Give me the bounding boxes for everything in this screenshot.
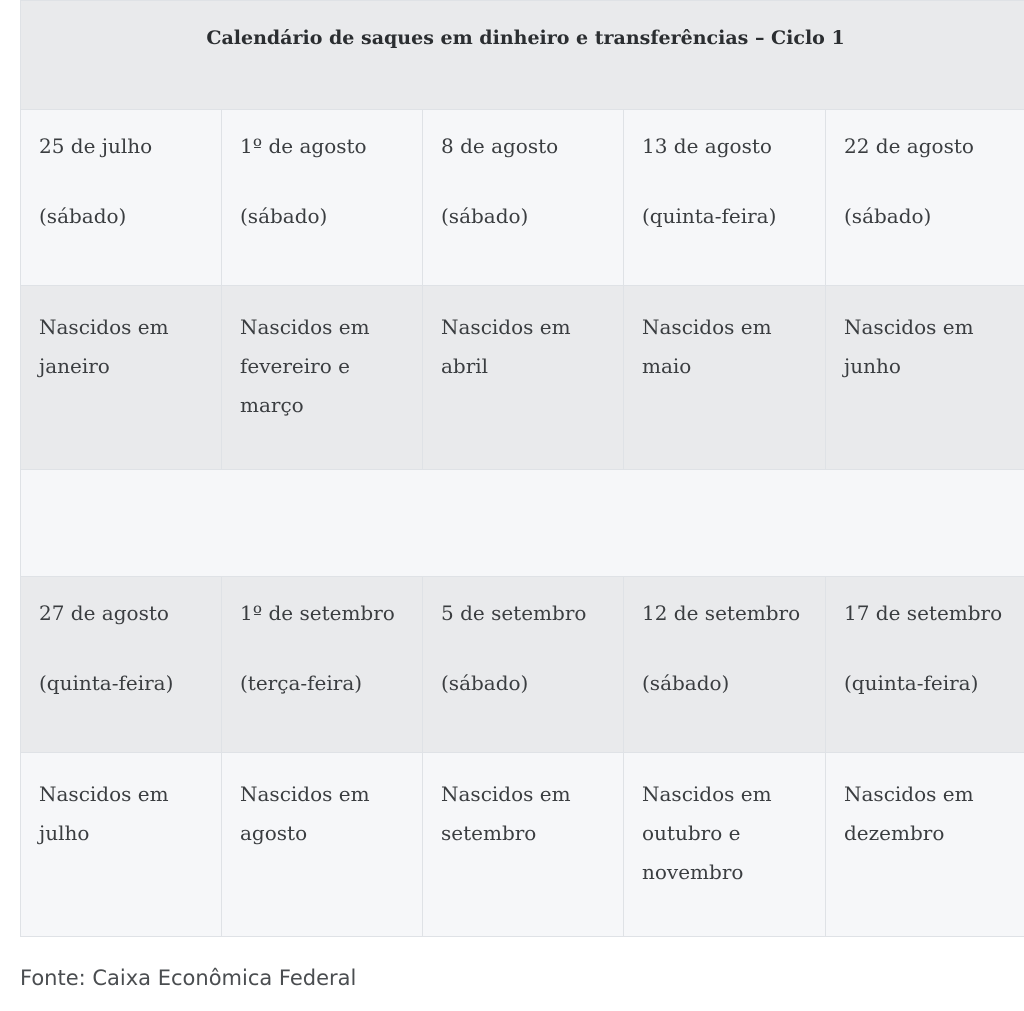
date-cell xyxy=(624,110,826,286)
table-title-cell xyxy=(21,1,1024,110)
spacer-row xyxy=(21,470,1024,577)
date-cell xyxy=(21,577,222,753)
born-cell xyxy=(222,753,423,937)
weekday: (sábado) xyxy=(441,204,529,228)
weekday: (sábado) xyxy=(240,204,328,228)
calendar-table xyxy=(20,0,1024,937)
born-row-2 xyxy=(21,753,1024,937)
born-cell xyxy=(222,286,423,470)
birth-month-group: Nascidos em fevereiro e março xyxy=(240,315,370,417)
title-row xyxy=(21,1,1024,110)
source-caption: Fonte: Caixa Econômica Federal xyxy=(20,966,357,990)
birth-month-group: Nascidos em janeiro xyxy=(39,315,169,378)
born-cell xyxy=(21,753,222,937)
weekday: (terça-feira) xyxy=(240,671,363,695)
date-cell xyxy=(222,110,423,286)
date-cell xyxy=(826,577,1024,753)
weekday: (quinta-feira) xyxy=(844,671,979,695)
spacer-cell xyxy=(21,470,1024,577)
payment-date: 27 de agosto xyxy=(39,601,169,625)
date-cell xyxy=(624,577,826,753)
born-cell xyxy=(423,753,624,937)
payment-date: 25 de julho xyxy=(39,134,153,158)
table-title: Calendário de saques em dinheiro e transferências – Ciclo 1 xyxy=(206,27,845,49)
payment-date: 12 de setembro xyxy=(642,601,801,625)
payment-date: 1º de agosto xyxy=(240,134,367,158)
born-cell xyxy=(826,753,1024,937)
payment-date: 17 de setembro xyxy=(844,601,1003,625)
birth-month-group: Nascidos em dezembro xyxy=(844,782,974,845)
weekday: (quinta-feira) xyxy=(642,204,777,228)
date-cell xyxy=(222,577,423,753)
payment-date: 22 de agosto xyxy=(844,134,974,158)
born-cell xyxy=(423,286,624,470)
date-row-1 xyxy=(21,110,1024,286)
born-cell xyxy=(826,286,1024,470)
payment-date: 5 de setembro xyxy=(441,601,587,625)
birth-month-group: Nascidos em abril xyxy=(441,315,571,378)
date-cell xyxy=(826,110,1024,286)
date-cell xyxy=(423,577,624,753)
born-cell xyxy=(21,286,222,470)
date-cell xyxy=(423,110,624,286)
date-cell xyxy=(21,110,222,286)
birth-month-group: Nascidos em maio xyxy=(642,315,772,378)
payment-date: 8 de agosto xyxy=(441,134,559,158)
weekday: (sábado) xyxy=(39,204,127,228)
weekday: (quinta-feira) xyxy=(39,671,174,695)
birth-month-group: Nascidos em junho xyxy=(844,315,974,378)
payment-date: 13 de agosto xyxy=(642,134,772,158)
weekday: (sábado) xyxy=(441,671,529,695)
payment-date: 1º de setembro xyxy=(240,601,395,625)
born-cell xyxy=(624,286,826,470)
birth-month-group: Nascidos em julho xyxy=(39,782,169,845)
birth-month-group: Nascidos em setembro xyxy=(441,782,571,845)
birth-month-group: Nascidos em agosto xyxy=(240,782,370,845)
weekday: (sábado) xyxy=(844,204,932,228)
weekday: (sábado) xyxy=(642,671,730,695)
born-cell xyxy=(624,753,826,937)
born-row-1 xyxy=(21,286,1024,470)
date-row-2 xyxy=(21,577,1024,753)
birth-month-group: Nascidos em outubro e novembro xyxy=(642,782,772,884)
